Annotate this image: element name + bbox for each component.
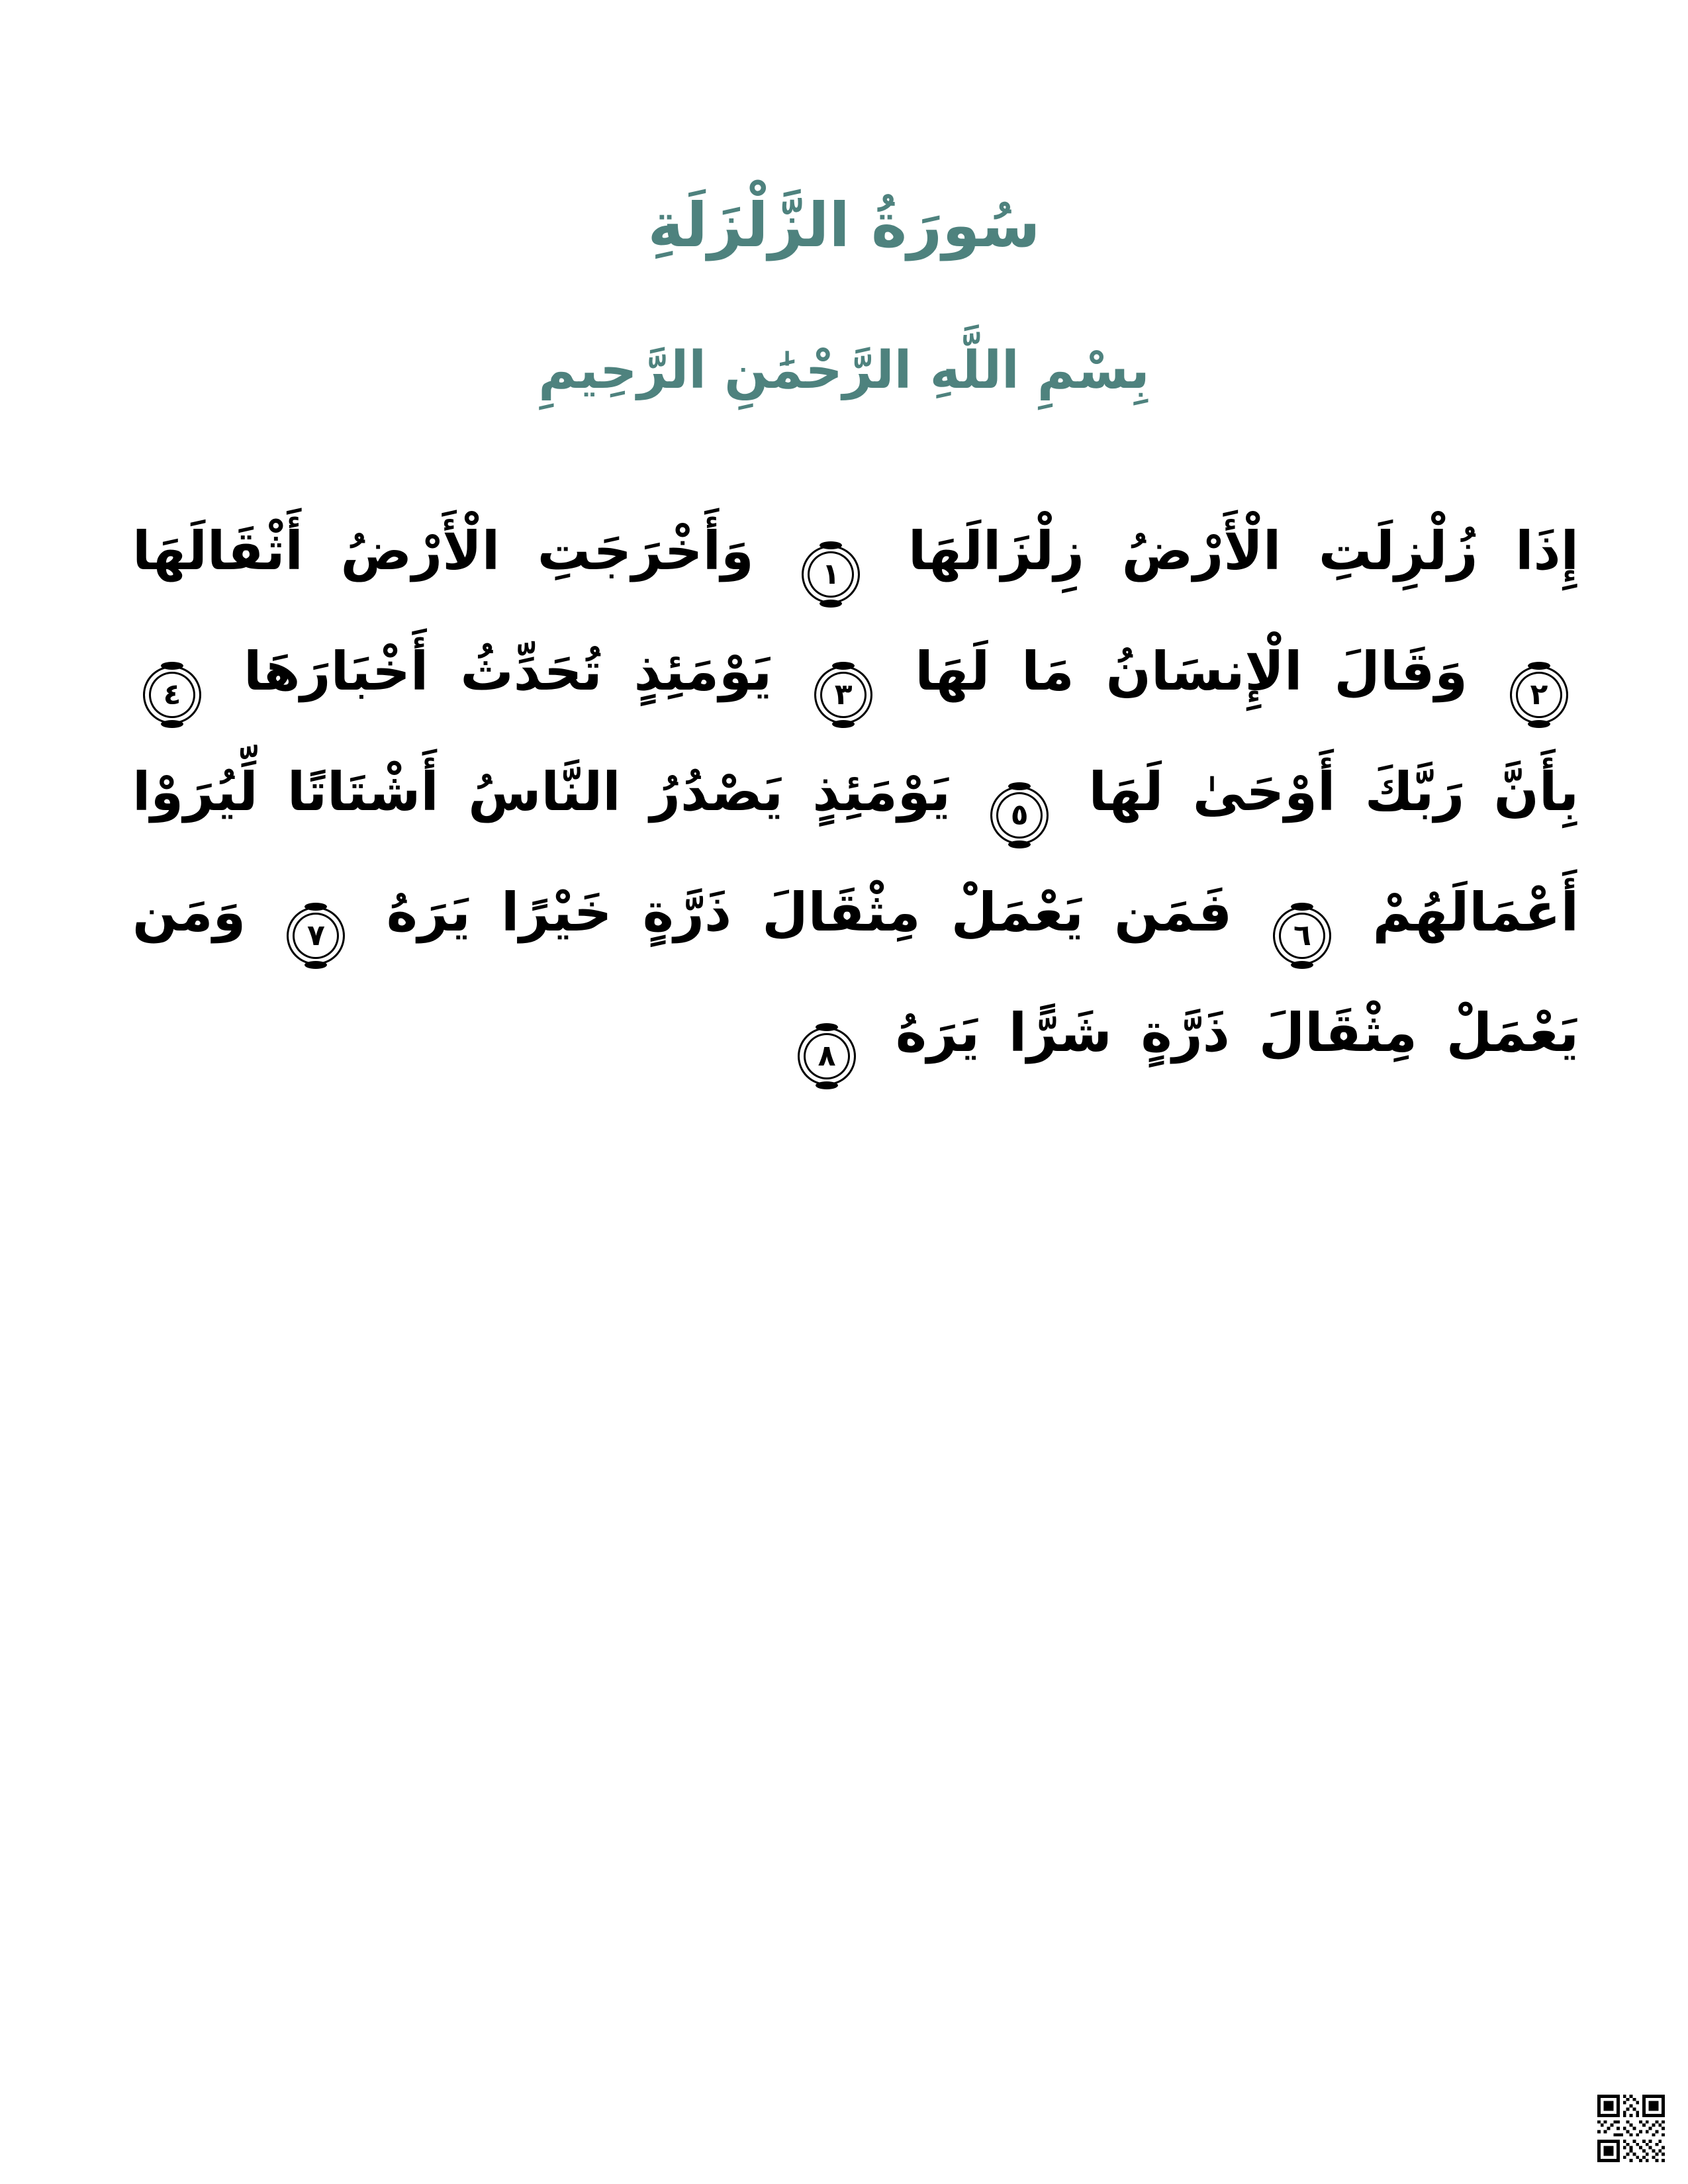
verse-text: يَوْمَئِذٍ تُحَدِّثُ أَخْبَارَهَا [244, 641, 773, 702]
surah-title: سُورَةُ الزَّلْزَلَةِ [647, 190, 1041, 261]
bismillah-text: بِسْمِ اللَّهِ الرَّحْمَٰنِ الرَّحِيمِ [538, 341, 1150, 400]
ayah-number-marker: ٥ [990, 786, 1049, 844]
qr-code [1597, 2095, 1665, 2162]
verse-text: إِذَا زُلْزِلَتِ الْأَرْضُ زِلْزَالَهَا [908, 520, 1579, 582]
ayah-number-marker: ٢ [1510, 666, 1568, 724]
ayah-number-marker: ٧ [287, 907, 345, 965]
ayah-number-marker: ٤ [143, 666, 201, 724]
verse-text: وَمَن يَعْمَلْ مِثْقَالَ ذَرَّةٍ شَرًّا يَرَهُ [132, 882, 1579, 1064]
verses-paragraph [132, 491, 1579, 1093]
verse-text: وَأَخْرَجَتِ الْأَرْضُ أَثْقَالَهَا [132, 520, 754, 582]
ayah-number-marker: ٦ [1273, 907, 1331, 965]
verse-text: فَمَن يَعْمَلْ مِثْقَالَ ذَرَّةٍ خَيْرًا يَرَهُ [386, 882, 1233, 943]
verse-text: وَقَالَ الْإِنسَانُ مَا لَهَا [915, 641, 1468, 702]
ayah-number-marker: ٨ [798, 1027, 856, 1085]
verse-text: يَوْمَئِذٍ يَصْدُرُ النَّاسُ أَشْتَاتًا لِّيُرَوْا أَعْمَالَهُمْ [132, 761, 1579, 943]
verse-text: بِأَنَّ رَبَّكَ أَوْحَىٰ لَهَا [1088, 761, 1579, 823]
ayah-number-marker: ٣ [814, 666, 872, 724]
ayah-number-marker: ١ [802, 545, 860, 604]
